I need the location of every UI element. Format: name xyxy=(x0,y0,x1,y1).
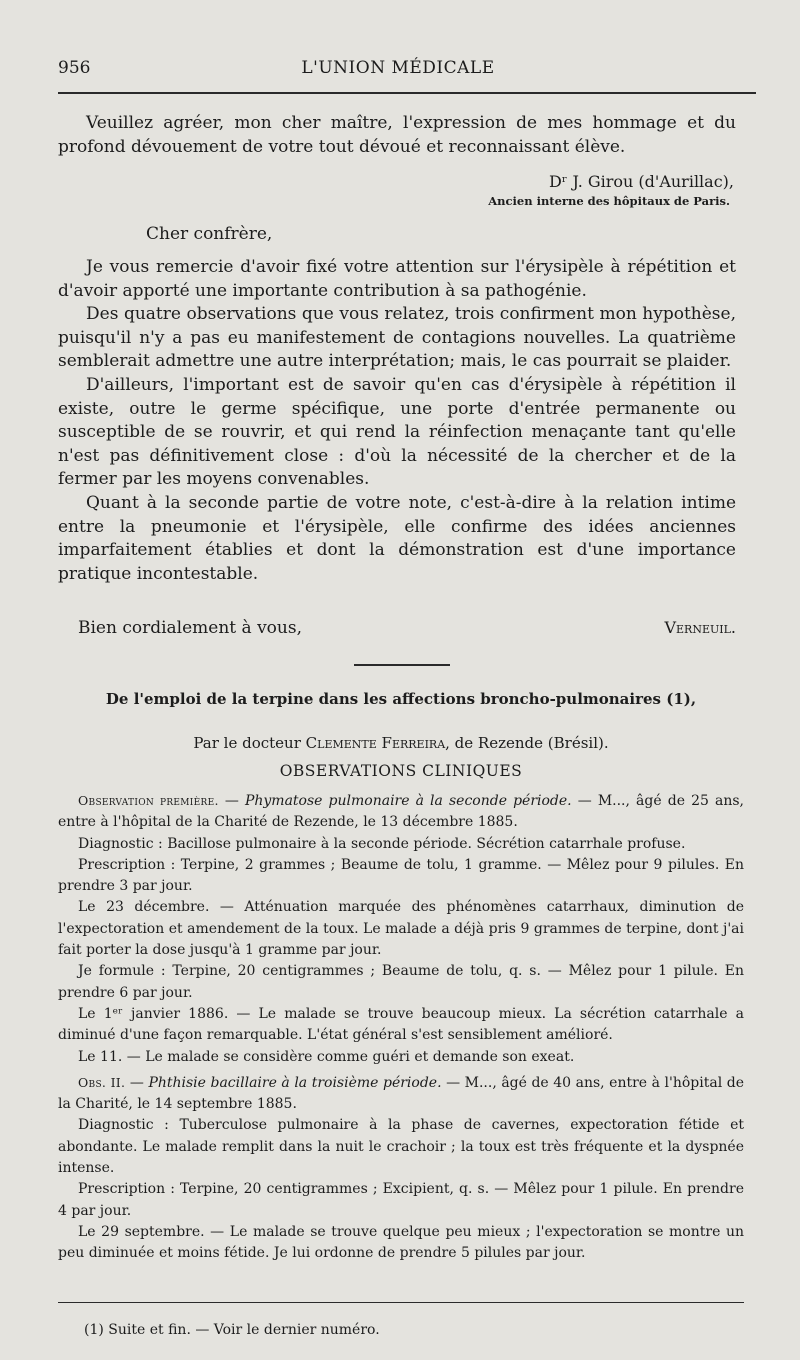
reply-signer: Verneuil. xyxy=(664,618,736,637)
dash: — xyxy=(218,793,245,809)
observation-title: Phymatose pulmonaire à la seconde période. xyxy=(244,793,572,809)
observation-label: Observation première. xyxy=(78,793,219,808)
signature-title: Ancien interne des hôpitaux de Paris. xyxy=(488,194,730,208)
footnote: (1) Suite et fin. — Voir le dernier numéro. xyxy=(84,1322,380,1338)
observation-label: Obs. II. xyxy=(78,1074,126,1090)
reply-body xyxy=(58,256,736,586)
paragraph: Je vous remercie d'avoir fixé votre attention sur l'érysipèle à répétition et d'avoir apporté une importante contribution à sa pathogénie. xyxy=(58,257,736,301)
header-rule xyxy=(58,92,756,94)
salutation: Cher confrère, xyxy=(146,224,273,244)
letter-closing-paragraph xyxy=(58,112,736,159)
byline xyxy=(58,734,744,752)
page-number: 956 xyxy=(58,58,91,78)
dash: — xyxy=(125,1074,149,1091)
section-title: OBSERVATIONS CLINIQUES xyxy=(279,762,523,780)
closing-text: Bien cordialement à vous, xyxy=(78,618,302,638)
paragraph: Diagnostic : Tuberculose pulmonaire à la phase de cavernes, expectoration fétide et abondante. Le malade remplit dans la nuit le crachoir ; la toux est très fréquente et la dyspnée intense. xyxy=(58,1117,744,1177)
byline-suffix: , de Rezende (Brésil). xyxy=(445,734,609,752)
observation-intro: — M..., âgé de 40 ans, entre à l'hôpital de la Charité, le 14 septembre 1885. xyxy=(58,1074,744,1113)
paragraph: Quant à la seconde partie de votre note, c'est-à-dire à la relation intime entre la pneumonie et l'érysipèle, elle confirme des idées anciennes imparfaitement établies et dont la démonstration est d'une importance pratique incontestable. xyxy=(58,492,736,584)
letter-signature: Dʳ J. Girou (d'Aurillac), xyxy=(549,172,734,191)
article-title: De l'emploi de la terpine dans les affections broncho-pulmonaires (1), xyxy=(105,690,697,708)
paragraph: Prescription : Terpine, 2 grammes ; Beaume de tolu, 1 gramme. — Mêlez pour 9 pilules. En prendre 3 par jour. xyxy=(58,856,744,895)
running-title: L'UNION MÉDICALE xyxy=(301,58,495,78)
paragraph: Prescription : Terpine, 20 centigrammes ; Excipient, q. s. — Mêlez pour 1 pilule. En prendre 4 par jour. xyxy=(58,1181,744,1219)
author-name: Clemente Ferreira xyxy=(305,734,446,752)
observation-1-heading xyxy=(58,790,744,834)
observation-2-heading xyxy=(58,1072,744,1116)
paragraph: Le 11. — Le malade se considère comme guéri et demande son exeat. xyxy=(78,1048,575,1065)
observation-title: Phthisie bacillaire à la troisième période. xyxy=(148,1074,442,1091)
observation-intro: — M..., âgé de 25 ans, entre à l'hôpital de la Charité de Rezende, le 13 décembre 1885. xyxy=(58,793,744,831)
section-separator xyxy=(354,664,450,666)
paragraph: Le 1ᵉʳ janvier 1886. — Le malade se trouve beaucoup mieux. La sécrétion catarrhale a diminué d'une façon remarquable. L'état général s'est sensiblement amélioré. xyxy=(58,1005,744,1044)
paragraph: Le 29 septembre. — Le malade se trouve quelque peu mieux ; l'expectoration se montre un peu diminuée et moins fétide. Je lui ordonne de prendre 5 pilules par jour. xyxy=(58,1223,744,1262)
paragraph: Veuillez agréer, mon cher maître, l'expression de mes hommage et du profond dévouement de votre tout dévoué et reconnaissant élève. xyxy=(58,113,736,157)
footnote-rule xyxy=(58,1302,744,1303)
paragraph: Des quatre observations que vous relatez, trois confirment mon hypothèse, puisqu'il n'y a pas eu manifestement de contagions nouvelles. La quatrième semblerait admettre une autre interprétation; mais, le cas pourrait se plaider. xyxy=(58,304,736,372)
page-header xyxy=(58,58,738,82)
paragraph: D'ailleurs, l'important est de savoir qu'en cas d'érysipèle à répétition il existe, outre le germe spécifique, une porte d'entrée permanente ou susceptible de se rouvrir, et qui rend la réinfection menaçante tant qu'elle n'est pas définitivement close : d'où la nécessité de la chercher et de la fermer par les moyens convenables. xyxy=(58,374,736,490)
byline-prefix: Par le docteur xyxy=(193,734,301,752)
paragraph: Le 23 décembre. — Atténuation marquée des phénomènes catarrhaux, diminution de l'expectoration et amendement de la toux. Le malade a déjà pris 9 grammes de terpine, dont j'ai fait porter la dose jusqu'à 1 gramme par jour. xyxy=(58,899,744,959)
paragraph: Je formule : Terpine, 20 centigrammes ; Beaume de tolu, q. s. — Mêlez pour 1 pilule. En prendre 6 par jour. xyxy=(58,963,744,1001)
paragraph: Diagnostic : Bacillose pulmonaire à la seconde période. Sécrétion catarrhale profuse. xyxy=(78,835,686,852)
article-body xyxy=(58,790,744,1265)
